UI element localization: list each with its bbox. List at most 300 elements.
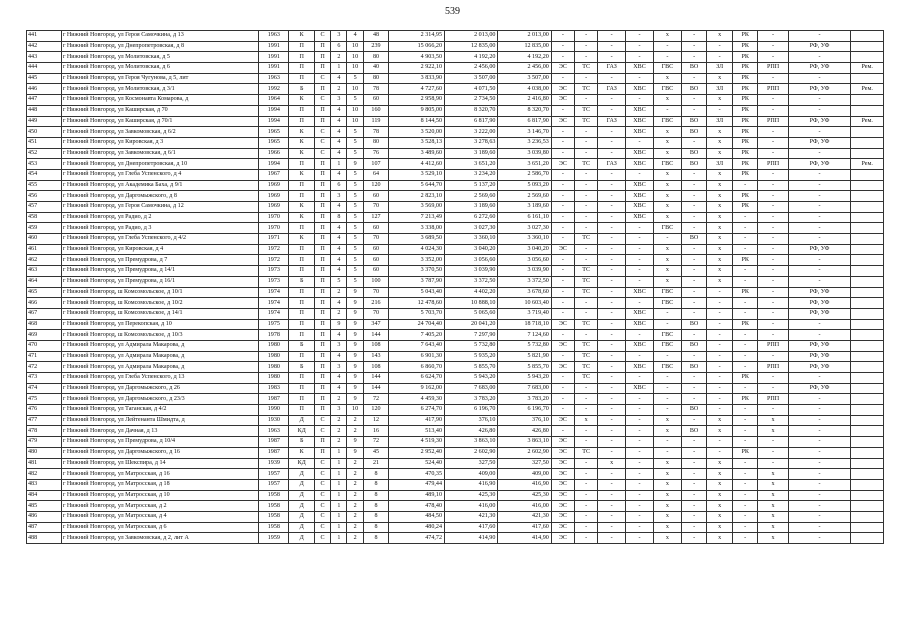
table-cell: ЭС: [551, 458, 574, 469]
table-cell: 1: [331, 490, 347, 501]
table-cell: 6 196,70: [445, 405, 498, 416]
table-cell: -: [732, 426, 758, 437]
table-cell: 3 489,60: [389, 148, 445, 159]
table-cell: 458: [27, 212, 62, 223]
table-cell: 376,10: [445, 415, 498, 426]
table-row: [27, 362, 884, 373]
table-row: [27, 159, 884, 170]
table-cell: -: [575, 127, 598, 138]
table-cell: 473: [27, 373, 62, 384]
table-cell: -: [575, 255, 598, 266]
table-cell: -: [707, 308, 733, 319]
table-cell: -: [758, 223, 788, 234]
table-cell: Б: [289, 276, 315, 287]
table-cell: 1965: [259, 127, 289, 138]
table-cell: -: [626, 447, 654, 458]
table-cell: 1: [331, 447, 347, 458]
table-cell: -: [788, 394, 851, 405]
table-cell: П: [314, 105, 330, 116]
table-cell: 327,50: [498, 458, 551, 469]
table-cell: 239: [363, 41, 389, 52]
table-cell: 5 065,60: [445, 308, 498, 319]
table-cell: [851, 73, 884, 84]
table-cell: -: [681, 191, 707, 202]
table-cell: 5: [347, 234, 363, 245]
table-cell: х: [653, 511, 681, 522]
table-cell: [851, 255, 884, 266]
table-cell: -: [653, 41, 681, 52]
table-cell: -: [681, 95, 707, 106]
table-cell: -: [681, 351, 707, 362]
table-cell: 2: [331, 52, 347, 63]
table-cell: [851, 426, 884, 437]
table-cell: ЭС: [551, 479, 574, 490]
table-cell: 462: [27, 255, 62, 266]
table-cell: РК: [732, 63, 758, 74]
table-cell: -: [758, 41, 788, 52]
table-cell: 416,90: [498, 479, 551, 490]
table-cell: 1991: [259, 63, 289, 74]
table-cell: РПП: [758, 84, 788, 95]
table-cell: -: [758, 298, 788, 309]
table-cell: 425,30: [445, 490, 498, 501]
table-cell: 3 507,00: [498, 73, 551, 84]
table-cell: 16: [363, 426, 389, 437]
table-cell: 72: [363, 437, 389, 448]
table-cell: ВО: [681, 426, 707, 437]
table-cell: ТС: [575, 287, 598, 298]
table-cell: г Нижний Новгород, ул Завкомовская, д 6/1: [61, 148, 258, 159]
table-cell: 478,40: [389, 501, 445, 512]
table-cell: 10 603,40: [498, 298, 551, 309]
table-cell: -: [758, 447, 788, 458]
table-cell: -: [653, 319, 681, 330]
table-cell: 5: [347, 223, 363, 234]
table-cell: -: [551, 298, 574, 309]
table-cell: 2: [331, 84, 347, 95]
table-cell: ЭС: [551, 533, 574, 544]
table-cell: -: [598, 469, 626, 480]
table-cell: 446: [27, 84, 62, 95]
table-cell: [851, 458, 884, 469]
table-cell: 100: [363, 276, 389, 287]
table-cell: 1: [331, 479, 347, 490]
table-cell: -: [788, 426, 851, 437]
table-cell: 5: [347, 255, 363, 266]
table-cell: 20 041,20: [445, 319, 498, 330]
table-cell: ХВС: [626, 191, 654, 202]
table-cell: -: [788, 52, 851, 63]
table-cell: ТС: [575, 116, 598, 127]
table-cell: -: [788, 447, 851, 458]
table-cell: ЭС: [551, 522, 574, 533]
table-cell: 70: [363, 202, 389, 213]
table-cell: -: [788, 212, 851, 223]
table-cell: 9: [347, 362, 363, 373]
table-cell: [851, 105, 884, 116]
table-cell: П: [314, 266, 330, 277]
table-cell: -: [598, 501, 626, 512]
table-cell: 3 507,00: [445, 73, 498, 84]
table-cell: РК: [732, 319, 758, 330]
table-cell: г Нижний Новгород, ул Таганская, д 4/2: [61, 405, 258, 416]
table-cell: -: [626, 533, 654, 544]
table-cell: -: [598, 437, 626, 448]
table-cell: х: [707, 511, 733, 522]
table-cell: 454: [27, 169, 62, 180]
table-cell: [851, 415, 884, 426]
table-cell: 1974: [259, 298, 289, 309]
table-cell: 10: [347, 52, 363, 63]
table-cell: -: [598, 127, 626, 138]
table-cell: -: [653, 373, 681, 384]
table-cell: ВО: [681, 127, 707, 138]
table-cell: 2: [347, 426, 363, 437]
table-cell: -: [758, 351, 788, 362]
table-cell: РК: [732, 73, 758, 84]
table-cell: -: [575, 533, 598, 544]
table-cell: С: [314, 511, 330, 522]
table-cell: РК: [732, 84, 758, 95]
table-cell: -: [758, 95, 788, 106]
table-cell: г Нижний Новгород, ул Кировская, д 3: [61, 137, 258, 148]
table-cell: 76: [363, 148, 389, 159]
table-cell: [851, 137, 884, 148]
table-cell: -: [653, 437, 681, 448]
table-cell: [851, 244, 884, 255]
table-row: [27, 340, 884, 351]
table-cell: 1980: [259, 373, 289, 384]
table-cell: 1987: [259, 447, 289, 458]
table-cell: -: [681, 415, 707, 426]
table-cell: ГВС: [653, 116, 681, 127]
table-cell: 1957: [259, 479, 289, 490]
table-cell: -: [758, 180, 788, 191]
table-cell: П: [314, 180, 330, 191]
table-cell: г Нижний Новгород, ул Героя Самочкина, д 12: [61, 202, 258, 213]
table-cell: г Нижний Новгород, ул Даргомыжского, д 23/3: [61, 394, 258, 405]
table-cell: РК: [732, 116, 758, 127]
table-cell: -: [732, 511, 758, 522]
table-cell: -: [788, 405, 851, 416]
table-cell: 417,60: [445, 522, 498, 533]
table-cell: -: [681, 266, 707, 277]
table-cell: С: [314, 148, 330, 159]
table-cell: 8 320,70: [498, 105, 551, 116]
table-cell: РПП: [758, 362, 788, 373]
table-cell: ТС: [575, 234, 598, 245]
table-cell: 108: [363, 340, 389, 351]
table-cell: 70: [363, 234, 389, 245]
table-cell: П: [314, 63, 330, 74]
table-cell: 1987: [259, 437, 289, 448]
table-cell: 3 189,60: [498, 202, 551, 213]
table-cell: -: [551, 105, 574, 116]
table-cell: 1963: [259, 73, 289, 84]
table-cell: 2: [347, 415, 363, 426]
table-cell: 8: [363, 501, 389, 512]
table-cell: г Нижний Новгород, ул Премудрова, д 14/1: [61, 266, 258, 277]
table-cell: -: [551, 351, 574, 362]
table-cell: -: [707, 298, 733, 309]
table-cell: 4: [331, 116, 347, 127]
table-cell: -: [681, 522, 707, 533]
table-cell: -: [681, 458, 707, 469]
table-cell: К: [289, 212, 315, 223]
table-cell: х: [653, 479, 681, 490]
table-cell: ХВС: [626, 105, 654, 116]
table-cell: 3 678,60: [498, 287, 551, 298]
table-cell: г Нижний Новгород, ул Адмирала Макарова, д: [61, 362, 258, 373]
table-cell: 8: [363, 469, 389, 480]
table-cell: РК: [732, 95, 758, 106]
table-cell: [851, 276, 884, 287]
table-cell: 4 519,30: [389, 437, 445, 448]
table-cell: 1969: [259, 202, 289, 213]
table-cell: 4 071,50: [445, 84, 498, 95]
table-cell: -: [575, 426, 598, 437]
table-cell: 8: [331, 212, 347, 223]
table-cell: П: [289, 308, 315, 319]
table-cell: 8 320,70: [445, 105, 498, 116]
table-cell: -: [626, 394, 654, 405]
table-cell: 9: [347, 159, 363, 170]
table-cell: -: [551, 266, 574, 277]
table-cell: -: [626, 223, 654, 234]
table-cell: -: [551, 212, 574, 223]
table-cell: 9: [347, 383, 363, 394]
table-cell: -: [598, 255, 626, 266]
table-cell: 2 013,00: [498, 31, 551, 42]
table-cell: П: [314, 52, 330, 63]
table-cell: 1963: [259, 426, 289, 437]
table-cell: 461: [27, 244, 62, 255]
table-cell: 6 274,70: [389, 405, 445, 416]
table-cell: -: [598, 212, 626, 223]
table-cell: П: [314, 340, 330, 351]
table-cell: 3 040,20: [498, 244, 551, 255]
table-cell: 3 056,60: [498, 255, 551, 266]
table-cell: К: [289, 137, 315, 148]
table-cell: -: [575, 148, 598, 159]
table-cell: РПП: [758, 394, 788, 405]
table-cell: -: [788, 31, 851, 42]
table-cell: х: [707, 180, 733, 191]
table-row: [27, 522, 884, 533]
table-cell: 108: [363, 362, 389, 373]
table-cell: х: [707, 533, 733, 544]
table-cell: -: [788, 95, 851, 106]
table-cell: -: [653, 308, 681, 319]
table-cell: 5 821,90: [498, 351, 551, 362]
table-cell: -: [681, 437, 707, 448]
table-cell: 2 952,40: [389, 447, 445, 458]
table-cell: -: [788, 223, 851, 234]
table-cell: РК: [732, 373, 758, 384]
table-cell: 5: [347, 73, 363, 84]
table-cell: 4 903,50: [389, 52, 445, 63]
table-cell: г Нижний Новгород, ул Матросская, д 4: [61, 511, 258, 522]
table-cell: [851, 383, 884, 394]
table-cell: П: [314, 255, 330, 266]
table-cell: С: [314, 415, 330, 426]
table-cell: 465: [27, 287, 62, 298]
table-cell: 8 144,50: [389, 116, 445, 127]
table-cell: г Нижний Новгород, ул Радио, д 2: [61, 212, 258, 223]
table-cell: ГВС: [653, 362, 681, 373]
table-cell: -: [551, 202, 574, 213]
table-cell: -: [575, 458, 598, 469]
table-cell: 477: [27, 415, 62, 426]
table-cell: 474: [27, 383, 62, 394]
table-cell: 1958: [259, 490, 289, 501]
table-cell: ЭС: [551, 340, 574, 351]
table-cell: 5: [347, 212, 363, 223]
table-cell: 3 569,00: [389, 202, 445, 213]
table-cell: ТС: [575, 63, 598, 74]
table-cell: -: [575, 191, 598, 202]
table-cell: П: [314, 212, 330, 223]
table-cell: 10: [347, 84, 363, 95]
table-cell: ТС: [575, 351, 598, 362]
table-cell: 4: [331, 137, 347, 148]
table-cell: 1974: [259, 287, 289, 298]
table-cell: П: [314, 330, 330, 341]
table-cell: -: [707, 287, 733, 298]
table-cell: -: [707, 394, 733, 405]
table-cell: 417,60: [498, 522, 551, 533]
table-cell: 40: [363, 63, 389, 74]
table-cell: -: [626, 501, 654, 512]
table-cell: П: [289, 41, 315, 52]
table-row: [27, 266, 884, 277]
table-cell: г Нижний Новгород, ул Даргомыжского, д 8: [61, 191, 258, 202]
table-row: [27, 202, 884, 213]
table-cell: [851, 340, 884, 351]
table-cell: РФ, УФ: [788, 351, 851, 362]
table-cell: 4 038,00: [498, 84, 551, 95]
table-cell: х: [707, 148, 733, 159]
table-cell: 3 372,50: [498, 276, 551, 287]
table-cell: -: [681, 41, 707, 52]
housing-register-table: [26, 30, 884, 544]
table-cell: К: [289, 169, 315, 180]
table-cell: г Нижний Новгород, ул Каширская, д 70/1: [61, 116, 258, 127]
table-cell: г Нижний Новгород, ул Шекспира, д 14: [61, 458, 258, 469]
table-cell: 3 027,30: [498, 223, 551, 234]
table-cell: г Нижний Новгород, ул Глеба Успенского, д 13: [61, 373, 258, 384]
table-cell: -: [551, 308, 574, 319]
table-cell: 1987: [259, 394, 289, 405]
table-cell: -: [758, 73, 788, 84]
table-cell: -: [551, 73, 574, 84]
table-cell: х: [653, 255, 681, 266]
table-row: [27, 105, 884, 116]
table-cell: П: [314, 169, 330, 180]
table-cell: -: [551, 137, 574, 148]
table-cell: -: [598, 148, 626, 159]
table-cell: -: [758, 255, 788, 266]
table-cell: 48: [363, 31, 389, 42]
table-row: [27, 394, 884, 405]
table-cell: -: [598, 415, 626, 426]
table-cell: ХВС: [626, 116, 654, 127]
table-row: [27, 447, 884, 458]
table-cell: г Нижний Новгород, ул Молитовская, д 5: [61, 52, 258, 63]
table-cell: РК: [732, 127, 758, 138]
table-cell: 466: [27, 298, 62, 309]
table-cell: РК: [732, 148, 758, 159]
table-cell: 1970: [259, 223, 289, 234]
table-cell: ХВС: [626, 383, 654, 394]
table-cell: 2 456,00: [498, 63, 551, 74]
table-cell: П: [314, 362, 330, 373]
table-cell: -: [575, 522, 598, 533]
table-cell: 2: [331, 437, 347, 448]
table-cell: -: [681, 394, 707, 405]
table-cell: 2 586,70: [498, 169, 551, 180]
table-cell: 9: [347, 373, 363, 384]
table-row: [27, 52, 884, 63]
table-cell: х: [707, 522, 733, 533]
table-cell: 4: [347, 31, 363, 42]
table-cell: С: [314, 137, 330, 148]
table-cell: -: [626, 351, 654, 362]
table-row: [27, 458, 884, 469]
table-cell: г Нижний Новгород, ул Глеба Успенского, д 4: [61, 169, 258, 180]
table-cell: 2: [347, 479, 363, 490]
table-cell: 9: [347, 287, 363, 298]
table-cell: -: [681, 383, 707, 394]
table-cell: -: [732, 266, 758, 277]
table-cell: 470: [27, 340, 62, 351]
table-cell: 5 732,80: [498, 340, 551, 351]
table-cell: -: [758, 31, 788, 42]
table-cell: 2 958,90: [389, 95, 445, 106]
table-cell: 21: [363, 458, 389, 469]
table-cell: 472: [27, 362, 62, 373]
table-cell: РФ, УФ: [788, 137, 851, 148]
table-cell: 469: [27, 330, 62, 341]
table-row: [27, 319, 884, 330]
table-cell: 3 040,20: [445, 244, 498, 255]
table-cell: 524,40: [389, 458, 445, 469]
table-cell: 10: [347, 41, 363, 52]
table-cell: 426,80: [498, 426, 551, 437]
table-cell: -: [732, 244, 758, 255]
table-cell: -: [758, 127, 788, 138]
table-cell: Рем.: [851, 116, 884, 127]
table-cell: -: [758, 405, 788, 416]
table-cell: -: [598, 31, 626, 42]
table-cell: -: [626, 244, 654, 255]
table-cell: х: [653, 266, 681, 277]
table-cell: 3 529,10: [389, 169, 445, 180]
table-cell: -: [707, 105, 733, 116]
table-cell: 2 569,60: [498, 191, 551, 202]
table-cell: 6 817,90: [445, 116, 498, 127]
table-cell: ВО: [681, 405, 707, 416]
table-cell: ЭС: [551, 319, 574, 330]
table-cell: 3 689,50: [389, 234, 445, 245]
table-cell: 1963: [259, 31, 289, 42]
table-cell: х: [653, 127, 681, 138]
table-cell: РФ, УФ: [788, 383, 851, 394]
table-cell: х: [653, 426, 681, 437]
table-cell: 2 602,90: [445, 447, 498, 458]
table-cell: 3 783,20: [445, 394, 498, 405]
table-cell: П: [289, 63, 315, 74]
